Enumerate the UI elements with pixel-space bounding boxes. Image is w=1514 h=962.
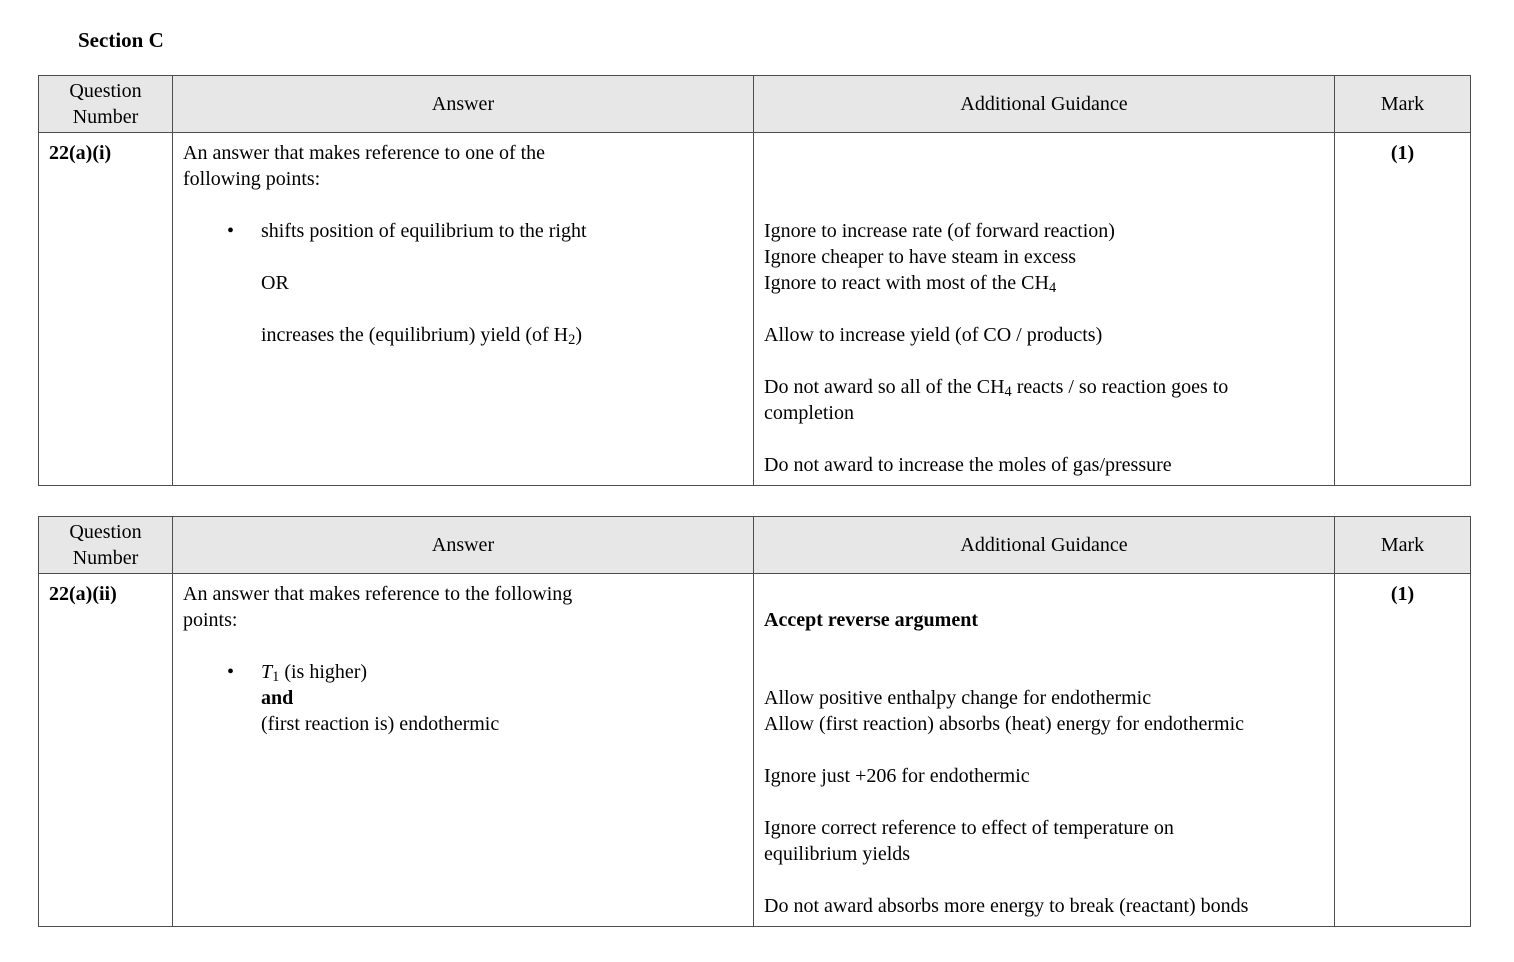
line-text — [183, 635, 188, 657]
col-header-additional-guidance: Additional Guidance — [754, 76, 1335, 133]
spacer-line — [764, 166, 1324, 192]
text-line — [764, 400, 1324, 426]
spacer-line — [764, 737, 1324, 763]
text-line — [764, 763, 1324, 789]
text-line — [183, 581, 743, 607]
line-text — [764, 791, 769, 813]
line-text: Allow to increase yield (of CO / products) — [764, 324, 1103, 346]
line-text: $T_1$ (is higher) — [261, 661, 368, 686]
text-line — [764, 711, 1324, 737]
table-header-row — [39, 76, 1471, 133]
col-header-mark: Mark — [1335, 76, 1471, 133]
line-text — [764, 661, 769, 683]
line-text: Ignore just +206 for endothermic — [764, 765, 1030, 787]
spacer-line — [183, 633, 743, 659]
line-text: shifts position of equilibrium to the right — [261, 220, 587, 242]
text-line — [183, 140, 743, 166]
spacer-line — [764, 789, 1324, 815]
line-text: Do not award absorbs more energy to break (reactant) bonds — [764, 895, 1249, 917]
guidance-lines — [764, 140, 1324, 478]
col-header-question-number: Question Number — [39, 76, 173, 133]
line-text — [764, 194, 769, 216]
line-text: completion — [764, 402, 854, 424]
line-text: increases the (equilibrium) yield (of $H_2$) — [261, 324, 582, 349]
line-text: Ignore to increase rate (of forward reaction) — [764, 220, 1115, 242]
line-text — [764, 142, 769, 164]
text-line — [764, 322, 1324, 348]
line-text: OR — [261, 272, 289, 294]
text-line — [764, 607, 1324, 633]
text-line — [764, 893, 1324, 919]
question-number-cell: 22(a)(ii) — [39, 574, 173, 927]
line-text: and — [261, 687, 294, 709]
text-line — [764, 374, 1324, 400]
line-text — [764, 428, 769, 450]
mark-scheme-table-22ai — [38, 75, 1471, 486]
spacer-line — [764, 140, 1324, 166]
section-title: Section C — [78, 28, 164, 52]
line-text: Ignore cheaper to have steam in excess — [764, 246, 1077, 268]
text-line — [183, 322, 743, 348]
col-header-question-number: Question Number — [39, 517, 173, 574]
spacer-line — [764, 659, 1324, 685]
answer-lines — [183, 140, 743, 348]
mark-cell: (1) — [1335, 574, 1471, 927]
line-text — [764, 350, 769, 372]
mark-cell: (1) — [1335, 133, 1471, 486]
line-text: Accept reverse argument — [764, 609, 978, 631]
line-text — [764, 298, 769, 320]
text-line — [764, 244, 1324, 270]
line-text: following points: — [183, 168, 321, 190]
bullet-icon: • — [227, 661, 235, 683]
line-text: Allow (first reaction) absorbs (heat) energy for endothermic — [764, 713, 1245, 735]
answer-cell — [173, 133, 754, 486]
line-text: An answer that makes reference to the following — [183, 583, 573, 605]
spacer-line — [764, 633, 1324, 659]
line-text — [183, 298, 188, 320]
spacer-line — [764, 296, 1324, 322]
line-text: Do not award so all of the $CH_4$ reacts / so reaction goes to — [764, 376, 1229, 401]
spacer-line — [183, 192, 743, 218]
col-header-answer: Answer — [173, 76, 754, 133]
line-text — [764, 635, 769, 657]
line-text — [183, 246, 188, 268]
text-line — [764, 815, 1324, 841]
bullet-line — [183, 659, 743, 685]
text-line — [764, 218, 1324, 244]
bullet-line — [183, 218, 743, 244]
spacer-line — [764, 581, 1324, 607]
spacer-line — [183, 296, 743, 322]
line-text — [764, 583, 769, 605]
table-row — [39, 574, 1471, 927]
answer-cell — [173, 574, 754, 927]
line-text: An answer that makes reference to one of the — [183, 142, 546, 164]
line-text — [764, 168, 769, 190]
line-text: Do not award to increase the moles of gas/pressure — [764, 454, 1172, 476]
line-text — [183, 194, 188, 216]
text-line — [183, 166, 743, 192]
spacer-line — [764, 192, 1324, 218]
guidance-cell — [754, 133, 1335, 486]
text-line — [183, 607, 743, 633]
text-line — [183, 685, 743, 711]
text-line — [764, 452, 1324, 478]
bullet-icon: • — [227, 220, 235, 242]
spacer-line — [764, 348, 1324, 374]
answer-lines — [183, 581, 743, 737]
col-header-additional-guidance: Additional Guidance — [754, 517, 1335, 574]
table-row — [39, 133, 1471, 486]
line-text: Allow positive enthalpy change for endothermic — [764, 687, 1152, 709]
text-line — [183, 711, 743, 737]
line-text: equilibrium yields — [764, 843, 911, 865]
spacer-line — [183, 244, 743, 270]
mark-scheme-table-22aii — [38, 516, 1471, 927]
line-text: Ignore to react with most of the $CH_4$ — [764, 272, 1057, 297]
table-header-row — [39, 517, 1471, 574]
spacer-line — [764, 426, 1324, 452]
line-text: Ignore correct reference to effect of temperature on — [764, 817, 1174, 839]
line-text: (first reaction is) endothermic — [261, 713, 500, 735]
guidance-cell — [754, 574, 1335, 927]
text-line — [764, 270, 1324, 296]
col-header-answer: Answer — [173, 517, 754, 574]
col-header-mark: Mark — [1335, 517, 1471, 574]
line-text — [764, 739, 769, 761]
question-number-cell: 22(a)(i) — [39, 133, 173, 486]
guidance-lines — [764, 581, 1324, 919]
text-line — [183, 270, 743, 296]
line-text: points: — [183, 609, 238, 631]
text-line — [764, 841, 1324, 867]
spacer-line — [764, 867, 1324, 893]
line-text — [764, 869, 769, 891]
text-line — [764, 685, 1324, 711]
